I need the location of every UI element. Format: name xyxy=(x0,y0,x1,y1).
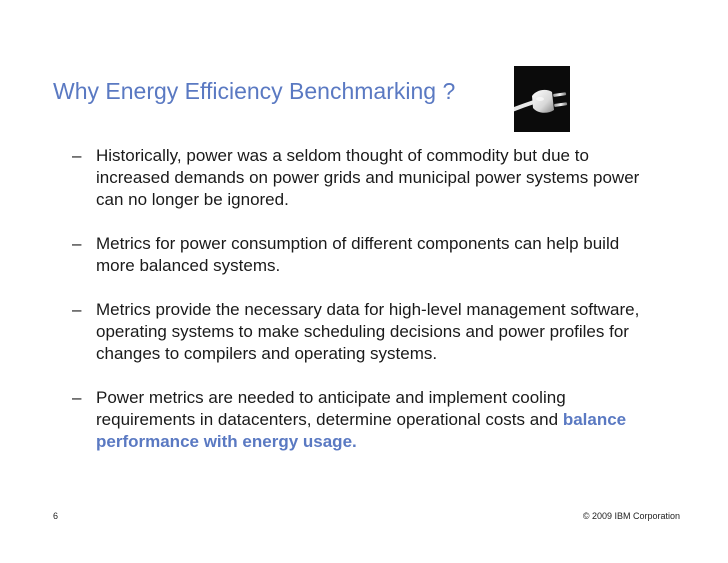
bullet-text: Historically, power was a seldom thought of commodity but due to increased demands on power grids and municipal power systems power can no longer be ignored. xyxy=(96,146,640,209)
bullet-text: Metrics for power consumption of different components can help build more balanced systems. xyxy=(96,234,620,275)
bullet-item xyxy=(72,387,652,453)
bullet-list xyxy=(72,145,652,475)
power-plug-photo xyxy=(514,66,570,132)
power-plug-icon xyxy=(514,66,570,132)
bullet-dash: – xyxy=(72,234,82,253)
bullet-item xyxy=(72,233,652,277)
bullet-text: Metrics provide the necessary data for high-level management software, operating systems to make scheduling decisions and power profiles for changes to compilers and operating systems. xyxy=(96,300,640,363)
slide-title: Why Energy Efficiency Benchmarking ? xyxy=(53,78,456,104)
bullet-text: Power metrics are needed to anticipate and implement cooling requirements in datacenters, determine operational costs and xyxy=(96,388,566,429)
bullet-dash: – xyxy=(72,388,82,407)
bullet-dash: – xyxy=(72,300,82,319)
copyright-notice: © 2009 IBM Corporation xyxy=(582,511,680,521)
bullet-item xyxy=(72,299,652,365)
bullet-highlight: balance performance with energy usage. xyxy=(96,410,627,451)
bullet-dash: – xyxy=(72,146,82,165)
page-number: 6 xyxy=(53,511,59,521)
bullet-item xyxy=(72,145,652,211)
